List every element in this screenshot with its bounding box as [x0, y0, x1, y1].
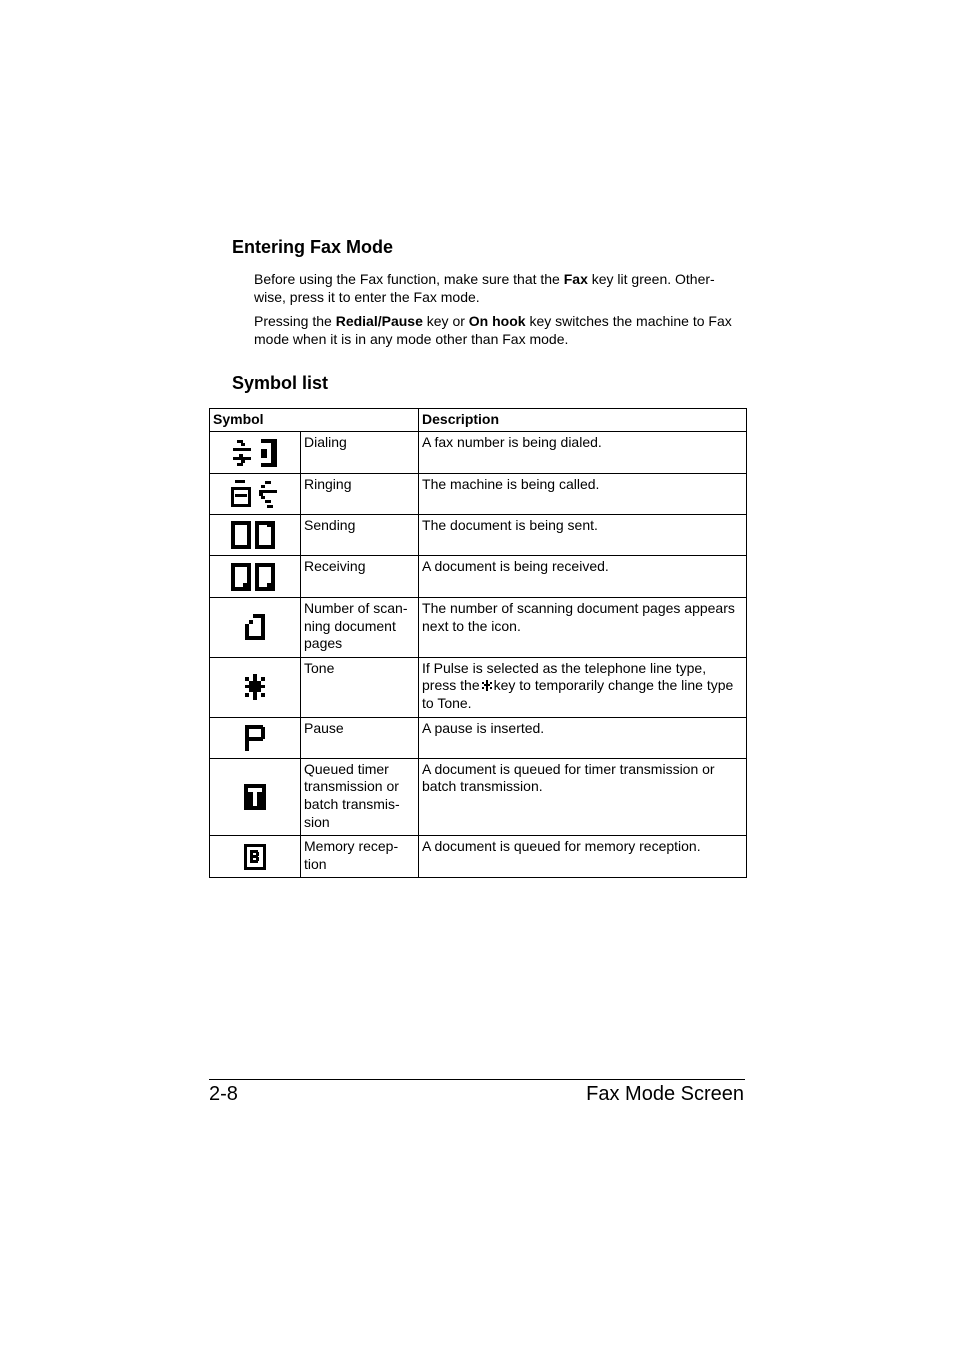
table-row — [210, 515, 747, 556]
table-row — [210, 758, 747, 835]
symbol-description: The number of scanning document pages appears next to the icon. — [419, 598, 747, 658]
symbol-description: A document is being received. — [419, 556, 747, 598]
table-header-row — [210, 409, 747, 432]
page-number: 2-8 — [209, 1083, 238, 1105]
symbol-description: A pause is inserted. — [419, 717, 747, 758]
sending-icon — [229, 519, 281, 551]
symbol-table — [209, 408, 747, 878]
tone-icon — [243, 673, 267, 701]
symbol-name: Ringing — [301, 474, 419, 515]
symbol-name: Receiving — [301, 556, 419, 598]
symbol-name: Queued timer transmission or batch transmis-sion — [301, 758, 419, 835]
symbol-description: If Pulse is selected as the telephone line type, press the key to temporarily change the line type to Tone. — [419, 657, 747, 717]
column-header-symbol: Symbol — [210, 409, 419, 432]
table-row — [210, 598, 747, 658]
ringing-icon — [229, 477, 281, 511]
footer-chapter-title: Fax Mode Screen — [586, 1083, 744, 1105]
symbol-description: A document is queued for memory reception. — [419, 836, 747, 878]
memory-reception-icon — [243, 842, 267, 872]
symbol-description: A fax number is being dialed. — [419, 432, 747, 474]
table-row — [210, 836, 747, 878]
section-heading-entering-fax-mode: Entering Fax Mode — [232, 237, 394, 257]
symbol-description: A document is queued for timer transmission or batch transmission. — [419, 758, 747, 835]
table-row — [210, 717, 747, 758]
pause-icon — [243, 723, 267, 753]
symbol-description: The machine is being called. — [419, 474, 747, 515]
table-row — [210, 657, 747, 717]
symbol-name: Dialing — [301, 432, 419, 474]
symbol-name: Number of scan-ning document pages — [301, 598, 419, 658]
paragraph-fax-key: Before using the Fax function, make sure that the Fax key lit green. Other- wise, press it to enter the Fax mode. — [254, 271, 715, 305]
dialing-icon — [229, 436, 281, 470]
table-row — [210, 474, 747, 515]
page-count-icon — [243, 612, 267, 642]
symbol-name: Tone — [301, 657, 419, 717]
footer-divider — [209, 1079, 745, 1080]
table-row — [210, 432, 747, 474]
star-key-icon — [482, 680, 492, 691]
receiving-icon — [229, 561, 281, 593]
symbol-name: Sending — [301, 515, 419, 556]
symbol-name: Pause — [301, 717, 419, 758]
timer-queue-icon — [243, 782, 267, 812]
table-row — [210, 556, 747, 598]
symbol-name: Memory recep-tion — [301, 836, 419, 878]
paragraph-redial-pause: Pressing the Redial/Pause key or On hook key switches the machine to Fax mode when it is in any mode other than Fax mode. — [254, 313, 732, 347]
column-header-description: Description — [419, 409, 747, 432]
symbol-description: The document is being sent. — [419, 515, 747, 556]
section-heading-symbol-list: Symbol list — [232, 373, 329, 393]
